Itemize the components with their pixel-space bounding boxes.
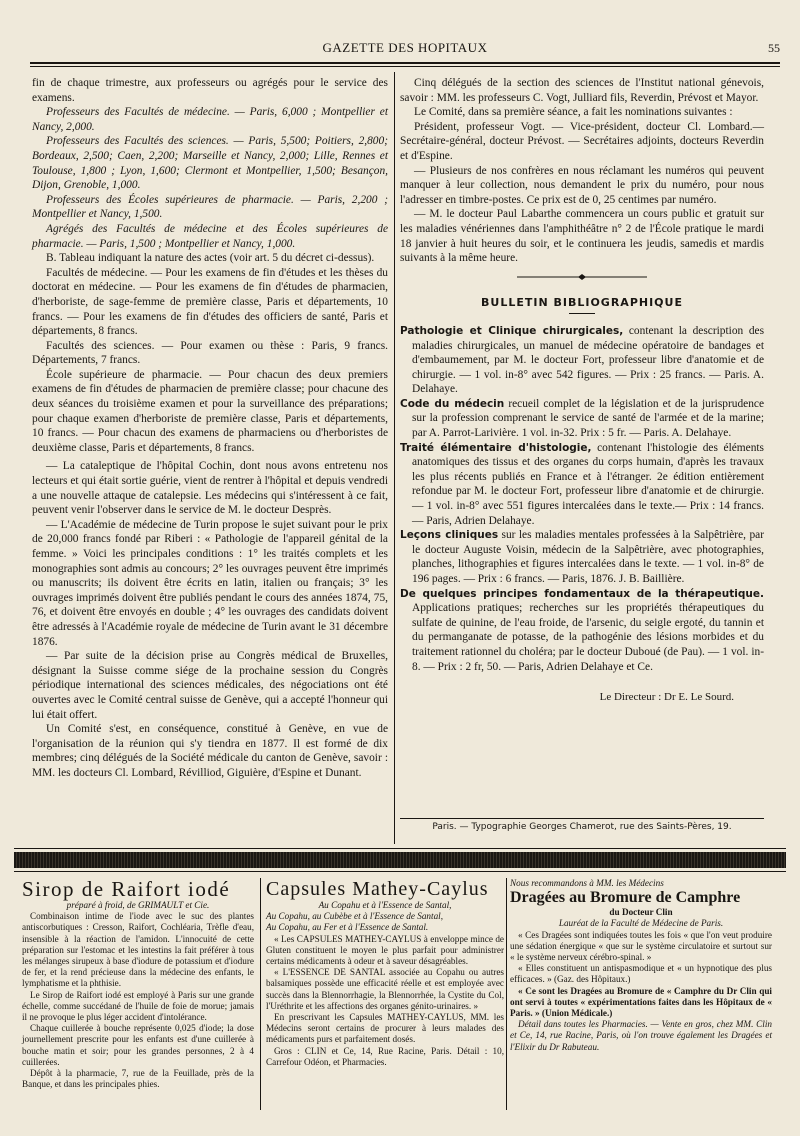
ad-paragraph: Chaque cuillerée à bouche représente 0,025 d'iode; la dose journellement prescrite pour les enfants est d'une cuillerée à bouche matin et soir; pour les grandes personnes, 2 à 4 cuillerées. (22, 1023, 254, 1067)
advertisement-dragees (510, 878, 772, 1108)
paragraph: École supérieure de pharmacie. — Pour chacun des deux premiers examens de fin d'études de pharmacien de première classe; pour chacune des deux séances du troisième examen et pour la surveillance des préparations; pour chaque examen d'herboriste de première classe, Paris et départements, 10 francs. — Pour chacun des examens de pharmaciens ou d'herboristes de deuxième classe, Paris et départements, 8 francs. (32, 368, 388, 454)
bibliography-entry (400, 587, 764, 675)
entry-text: recueil complet de la législation et de la jurisprudence sur la profession comprenant le service de santé de l'armée et de la marine; par A. Parrot-Larivière. 1 vol. in-32. Prix : 5 fr. — Paris. A. Delahaye. (412, 397, 764, 440)
ad-paragraph: « Les CAPSULES MATHEY-CAYLUS à enveloppe mince de Gluten constituent le moyen le plus parfait pour administrer certains médicaments à odeur et à saveur désagréables. (266, 933, 504, 967)
header-rule-thin (30, 66, 780, 67)
paragraph: — La cataleptique de l'hôpital Cochin, dont nous avons entretenu nos lecteurs et qui était sortie guérie, vient de rentrer à l'hôpital et depuis vendredi a une nouvelle attaque de catalepsie. Les médecins qui s'intéressent à ce fait, peuvent venir l'observer dans le service de M. le docteur Desprès. (32, 460, 388, 517)
paragraph: — M. le docteur Paul Labarthe commencera un cours public et gratuit sur les maladies vénériennes dans l'amphithéâtre n° 2 de l'École pratique le mardi 18 janvier à huit heures du soir, et le continuera les jeudis, samedis et mardis suivants à la même heure. (400, 208, 764, 265)
ad-subtitle: préparé à froid, de GRIMAULT et Cie. (66, 900, 210, 910)
paragraph: Agrégés des Facultés de médecine et des Écoles supérieures de pharmacie. — Paris, 1,500 ; Montpellier et Nancy, 1,000. (32, 222, 388, 250)
ad-paragraph: « L'ESSENCE DE SANTAL associée au Copahu ou autres balsamiques possède une efficacité réelle et est employée avec succès dans la Blennorrhagie, la Blennorrhée, la Cystite du Col, l'Uréthrite et les affections des organes génito-urinaires. » (266, 967, 504, 1011)
director-signature: Le Directeur : Dr E. Le Sourd. (599, 691, 734, 704)
ad-title: Dragées au Bromure de Camphre (510, 889, 741, 907)
paragraph: fin de chaque trimestre, aux professeurs ou agrégés pour le service des examens. (32, 77, 388, 104)
header-rule (30, 62, 780, 64)
paragraph: Facultés de médecine. — Pour les examens de fin d'études et les thèses du doctorat en médecine. — Pour les examens de fin d'études de pharmacien, d'herboriste, de sage-femme de première classe, Paris et départements, 10 francs. — Pour les examens de fin d'études des officiers de santé, Paris et départements, 8 francs. (32, 266, 388, 338)
entry-title: Pathologie et Clinique chirurgicales, (400, 324, 624, 337)
bibliography-entry (400, 528, 764, 586)
bibliography-entry (400, 397, 764, 441)
ornament-rule-icon (517, 273, 647, 281)
bibliography-entry (400, 441, 764, 529)
paragraph: Le Comité, dans sa première séance, a fait les nominations suivantes : (414, 106, 733, 119)
ads-separator-top (14, 848, 786, 849)
entry-title: Traité élémentaire d'histologie, (400, 441, 592, 454)
ad-author: du Docteur Clin (609, 907, 673, 918)
paragraph: Professeurs des Facultés de médecine. — Paris, 6,000 ; Montpellier et Nancy, 2,000. (32, 106, 388, 133)
signature-rule (400, 818, 764, 819)
entry-text: sur les maladies mentales professées à la Salpêtrière, par le docteur Auguste Voisin, médecin de la Salpêtrière, avec photographies, planches, lithographies et figures intercalées dans le texte. — 1 vol. in-8° de 196 pages. — Prix : 6 francs. — Paris, 1876. J. B. Baillière. (412, 529, 764, 585)
paragraph: B. Tableau indiquant la nature des actes (voir art. 5 du décret ci-dessus). (46, 252, 375, 265)
paragraph: Cinq délégués de la section des sciences de l'Institut national génevois, savoir : MM. les professeurs C. Vogt, Julliard fils, Reverdin, Prévost et Mayor. (400, 77, 764, 104)
ad-paragraph: En prescrivant les Capsules MATHEY-CAYLUS, MM. les Médecins seront certains de procurer à leurs malades des médicaments purs et parfaitement dosés. (266, 1012, 504, 1045)
ad-paragraph: « Elles constituent un antispasmodique et « un hypnotique des plus efficaces. » (Gaz. des Hôpitaux.) (510, 963, 772, 985)
entry-title: Leçons cliniques (400, 529, 499, 542)
entry-title: De quelques principes fondamentaux de la thérapeutique. (400, 587, 764, 600)
ad-paragraph: Gros : CLIN et Ce, 14, Rue Racine, Paris. Détail : 10, Carrefour Odéon, et Pharmacies. (266, 1045, 504, 1067)
ad-paragraph: Détail dans toutes les Pharmacies. — Vente en gros, chez MM. Clin et Ce, 14, rue Racine, Paris, où l'on trouve également les Dragées et l'Elixir du Dr Rabuteau. (510, 1019, 772, 1052)
left-column (32, 76, 388, 781)
ad-paragraph: Combinaison intime de l'iode avec le suc des plantes antiscorbutiques : Cresson, Raifort, Cochléaria, Trèfle d'eau, insensible à la réaction de l'amidon. L'innocuité de cette préparation sur l'estomac et les intestins la fait préférer à tous les mélanges sirupeux à base d'iodure de potassium et d'iodure de fer, et la rend précieuse dans la médecine des enfants, le lymphatisme et la phthisie. (22, 911, 254, 989)
title-underline (569, 313, 595, 314)
paragraph: Facultés des sciences. — Pour examen ou thèse : Paris, 9 francs. Départements, 7 francs. (32, 339, 388, 367)
entry-text: Applications pratiques; recherches sur les propriétés thérapeutiques du sulfate de quinine, de l'eau froide, de l'arsenic, du seigle ergoté, du tannin et du permanganate de potasse, de la pathogénie des lésions morbides et du traitement rationnel du choléra; par le docteur Duboué (de Pau). — 1 vol. in-8. — Prix : 2 fr, 50. — Paris, Adrien Delahaye et Ce. (412, 602, 764, 673)
ads-separator-band (14, 852, 786, 868)
advertisement-sirop-raifort (22, 878, 254, 1108)
right-column (400, 76, 764, 709)
advertisement-capsules (266, 878, 504, 1108)
paragraph: Professeurs des Écoles supérieures de pharmacie. — Paris, 2,200 ; Montpellier et Nancy, 1,500. (32, 193, 388, 221)
section-divider-ornament (400, 272, 764, 287)
ad-intro: Nous recommandons à MM. les Médecins (510, 878, 664, 888)
ad-divider (260, 878, 261, 1110)
column-divider (394, 72, 395, 844)
paragraph: Un Comité s'est, en conséquence, constitué à Genève, en vue de l'organisation de la réunion qui s'y tiendra en 1877. Il est formé de dix membres; cinq délégués de la Société médicale du canton de Genève, savoir : MM. les docteurs Cl. Lombard, Révilliod, Giguière, d'Espine et Dunant. (32, 723, 388, 779)
paragraph: — Plusieurs de nos confrères en nous réclamant les numéros qui peuvent manquer à leur collection, nous demandent le prix du numéro, pour nous l'adresser en timbre-postes. Ce prix est de 0, 25 centimes par numéro. (400, 164, 764, 206)
paragraph: — L'Académie de médecine de Turin propose le sujet suivant pour le prix de 20,000 francs fondé par Riberi : « Pathologie de l'appareil génital de la femme. » Voici les principales conditions : 1° les traités complets et les monographies sont admis au concours; 2° les ouvrages peuvent être imprimés ou manuscrits; ils doivent être écrits en latin, italien ou français; 3° les ouvrages imprimés doivent être publiés pendant le cours des années 1874, 75, 76, et doivent être envoyés en double ; 4° les ouvrages des candidats doivent être adressés à l'Académie royale de médecine de Turin avant le 31 décembre 1876. (32, 518, 388, 648)
ads-separator-bottom (14, 871, 786, 872)
ad-title: Sirop de Raifort iodé (22, 877, 231, 901)
bulletin-title: BULLETIN BIBLIOGRAPHIQUE (481, 296, 683, 310)
page-number: 55 (768, 41, 780, 55)
page-header (30, 40, 780, 60)
entry-title: Code du médecin (400, 397, 505, 410)
ad-subtitle-line: Au Copahu et à l'Essence de Santal, (318, 900, 452, 910)
ad-subtitle-line: Au Copahu, au Cubèbe et à l'Essence de Santal, (266, 911, 444, 922)
ad-subtitle-line: Au Copahu, au Fer et à l'Essence de Santal. (266, 922, 429, 933)
ad-paragraph: « Ces Dragées sont indiquées toutes les fois « que l'on veut produire une sédation énergique « que sur le système circulatoire et surtout sur « le système nerveux cérébro-spinal. » (510, 929, 772, 963)
bibliography-entry (400, 324, 764, 397)
paragraph: — Par suite de la décision prise au Congrès médical de Bruxelles, désignant la Suisse comme siége de la prochaine session du Congrès périodique international des sciences médicales, des négociations ont été ouvertes avec le Comité central suisse de Genève, qui a accepté l'honneur qui lui était offert. (32, 650, 388, 721)
paragraph: Professeurs des Facultés des sciences. — Paris, 5,500; Poitiers, 2,800; Bordeaux, 2,500; Caen, 2,200; Marseille et Nancy, 2,000; Lille, Rennes et Toulouse, 1,800 ; Lyon, 1,600; Clermont et Montpellier, 1,500; Besançon, Dijon, Grenoble, 1,000. (32, 135, 388, 192)
ad-title: Capsules Mathey-Caylus (266, 878, 489, 900)
printer-imprint: Paris. — Typographie Georges Chamerot, rue des Saints-Pères, 19. (432, 822, 732, 832)
ad-laureate: Lauréat de la Faculté de Médecine de Paris. (558, 918, 724, 929)
entry-text: contenant la description des maladies chirurgicales, un manuel de médecine opératoire de bandages et d'embaumement, par M. le docteur Fort, professeur libre d'anatomie et de chirurgie. — 1 vol. in-8° avec 542 figures. — Prix : 25 francs. — Paris. A. Delahaye. (412, 324, 765, 396)
entry-text: contenant l'histologie des éléments anatomiques des tissus et des organes du corps humain, d'après les travaux les plus récents publiés en France et à l'étranger. 2e édition entièrement refondue par M. le docteur Fort, professeur libre d'anatomie et de chirurgie. — 1 vol. in-8° avec 551 figures intercalées dans le texte.— Prix : 14 francs. — Paris, Adrien Delahaye. (412, 441, 764, 527)
ad-divider (506, 878, 507, 1110)
ad-paragraph: « Ce sont les Dragées au Bromure de « Camphre du Dr Clin qui ont servi à toutes « expérimentations faites dans les Hôpitaux de « Paris. » (Union Médicale.) (510, 985, 772, 1019)
paragraph: Président, professeur Vogt. — Vice-président, docteur Cl. Lombard.— Secrétaire-général, docteur Prévost. — Secrétaires adjoints, docteurs Reverdin et d'Espine. (400, 120, 764, 162)
ad-paragraph: Le Sirop de Raifort iodé est employé à Paris sur une grande échelle, comme succédané de l'huile de foie de morue; jamais il ne provoque le plus léger accident d'intolérance. (22, 989, 254, 1023)
journal-title: GAZETTE DES HOPITAUX (322, 40, 488, 55)
ad-paragraph: Dépôt à la pharmacie, 7, rue de la Feuillade, près de la Banque, et dans les principales phies. (22, 1068, 254, 1090)
